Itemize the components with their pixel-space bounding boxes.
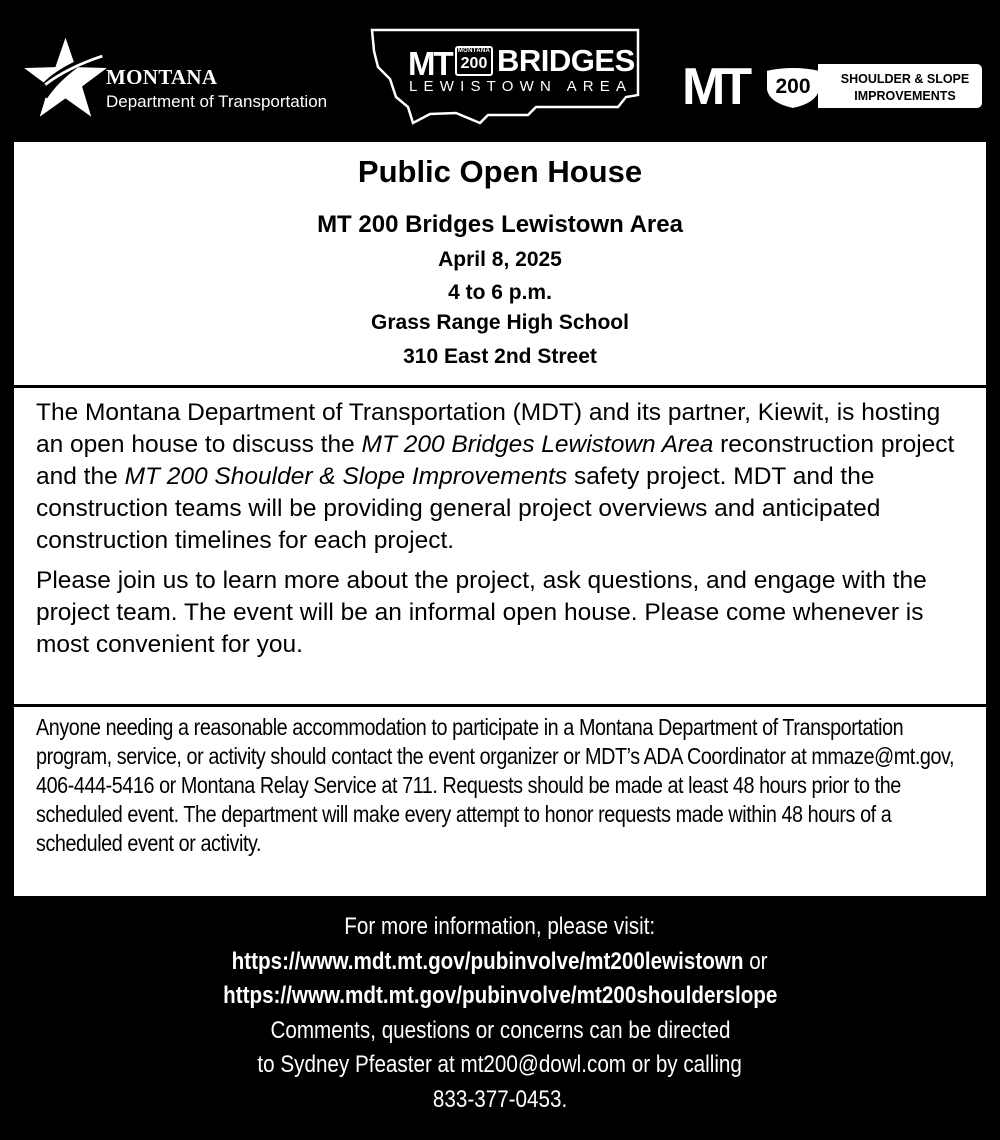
bridges-logo xyxy=(368,27,648,132)
bridges-logo-mt: MT xyxy=(408,45,452,82)
footer-phone: 833-377-0453. xyxy=(432,1085,568,1113)
shoulder-logo-shield-number: 200 xyxy=(775,75,811,98)
header xyxy=(0,0,1000,142)
link-mt200-lewistown[interactable]: https://www.mdt.mt.gov/pubinvolve/mt200lewistown xyxy=(232,947,744,975)
footer-contact-line2: to Sydney Pfeaster at mt200@dowl.com or by calling xyxy=(257,1051,743,1078)
link-separator: or xyxy=(743,947,768,975)
accessibility-notice xyxy=(14,707,986,896)
bridges-logo-shield-label: MONTANA xyxy=(457,48,491,54)
footer xyxy=(0,910,1000,1117)
footer-intro: For more information, please visit: xyxy=(344,913,656,940)
star-icon xyxy=(18,34,113,126)
description-text: reconstruction project and the xyxy=(36,431,955,490)
footer-contact-line1: Comments, questions or concerns can be directed xyxy=(269,1016,731,1044)
shoulder-slope-logo xyxy=(682,58,982,116)
page-title: Public Open House xyxy=(357,154,643,189)
event-details xyxy=(14,142,986,385)
project-name-emphasis: MT 200 Bridges Lewistown Area xyxy=(361,431,714,458)
event-address: 310 East 2nd Street xyxy=(403,345,597,368)
description-paragraph-2: Please join us to learn more about the project, ask questions, and engage with the project team. The event will be an informal open house. Please come whenever is most convenient for you. xyxy=(36,567,927,658)
mdt-logo-department: Department of Transportation xyxy=(106,92,328,111)
event-date: April 8, 2025 xyxy=(438,248,562,271)
accessibility-text: Anyone needing a reasonable accommodation to participate in a Montana Department of Transportation program, service, or activity should contact the event organizer or MDT’s ADA Coordinator at mmaze@mt.gov, 406-444-5416 or Montana Relay Service at 711. Requests should be made at least 48 hours prior to the scheduled event. The department will make every attempt to honor requests made within 48 hours of a scheduled event or activity. xyxy=(36,714,955,856)
mdt-logo-name: MONTANA xyxy=(106,65,218,89)
event-time: 4 to 6 p.m. xyxy=(448,281,552,304)
mdt-logo xyxy=(18,34,358,129)
route-shield-icon xyxy=(455,46,493,76)
description-paragraph-1 xyxy=(36,397,964,557)
shoulder-logo-label xyxy=(818,64,982,108)
project-name-emphasis: MT 200 Shoulder & Slope Improvements xyxy=(124,463,568,490)
bridges-logo-title: BRIDGES xyxy=(497,43,635,78)
event-project: MT 200 Bridges Lewistown Area xyxy=(317,211,683,238)
description xyxy=(14,388,986,704)
shoulder-logo-mt: MT xyxy=(682,58,748,116)
shoulder-logo-line1: SHOULDER & SLOPE xyxy=(840,72,970,86)
description-text: safety project. MDT and the construction teams will be providing general project overviews and anticipated construction timelines for each project. xyxy=(36,463,881,554)
bridges-logo-area: LEWISTOWN AREA xyxy=(409,78,633,95)
shoulder-logo-line2: IMPROVEMENTS xyxy=(854,89,956,103)
link-mt200-shoulder-slope[interactable]: https://www.mdt.mt.gov/pubinvolve/mt200shoulderslope xyxy=(222,982,778,1009)
description-text: The Montana Department of Transportation (MDT) and its partner, Kiewit, is hosting an open house to discuss the xyxy=(36,399,941,458)
bridges-logo-shield-number: 200 xyxy=(460,55,488,72)
event-venue: Grass Range High School xyxy=(371,311,629,334)
